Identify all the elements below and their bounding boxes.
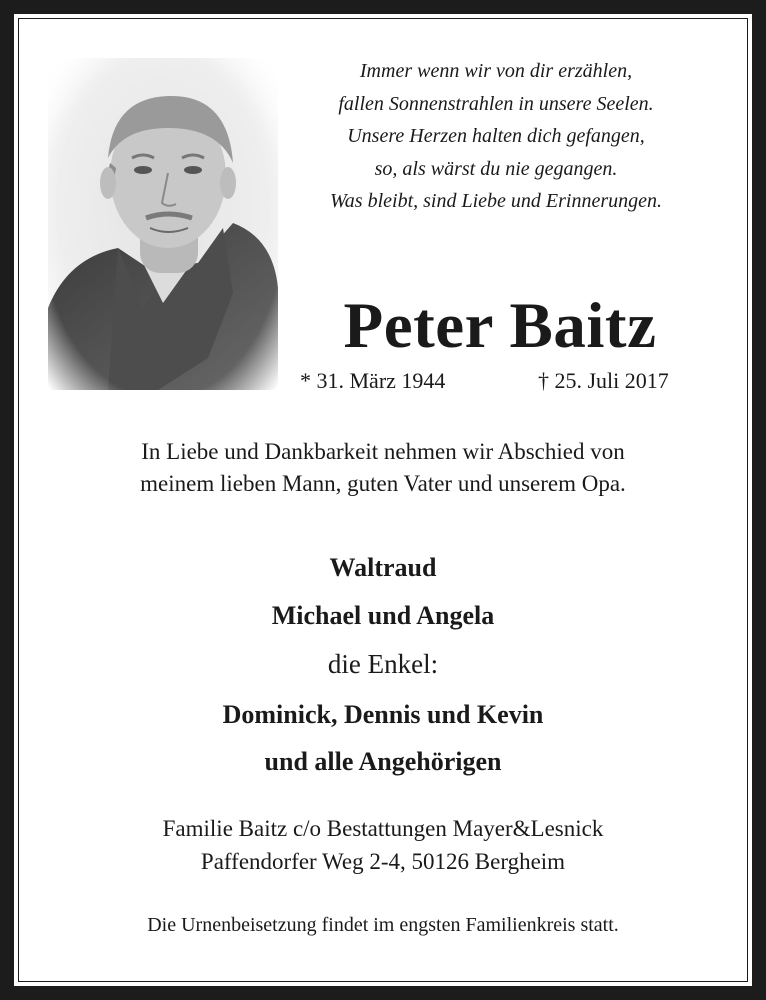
mourner-grandchildren: Dominick, Dennis und Kevin bbox=[222, 700, 544, 729]
mourner-children: Michael und Angela bbox=[271, 601, 495, 630]
mourner-relatives: und alle Angehörigen bbox=[264, 747, 502, 776]
farewell-line: meinem lieben Mann, guten Vater und unserem Opa. bbox=[140, 471, 626, 496]
portrait-photo bbox=[48, 58, 278, 390]
family-address-line: Familie Baitz c/o Bestattungen Mayer&Lesnick bbox=[162, 816, 604, 841]
grandchildren-label: die Enkel: bbox=[327, 649, 439, 679]
poem-line: so, als wärst du nie gegangen. bbox=[374, 157, 618, 180]
burial-note: Die Urnenbeisetzung findet im engsten Familienkreis statt. bbox=[147, 914, 619, 936]
poem-line: Immer wenn wir von dir erzählen, bbox=[359, 60, 633, 82]
death-date: † 25. Juli 2017 bbox=[538, 368, 669, 393]
memorial-poem bbox=[286, 55, 706, 218]
street-address-line: Paffendorfer Weg 2-4, 50126 Bergheim bbox=[200, 849, 566, 874]
poem-line: Unsere Herzen halten dich gefangen, bbox=[347, 125, 645, 148]
farewell-text bbox=[0, 436, 766, 500]
deceased-name: Peter Baitz bbox=[343, 290, 657, 362]
birth-date: * 31. März 1944 bbox=[300, 368, 446, 393]
poem-line: Was bleibt, sind Liebe und Erinnerungen. bbox=[329, 190, 663, 213]
poem-line: fallen Sonnenstrahlen in unsere Seelen. bbox=[338, 92, 654, 115]
farewell-line: In Liebe und Dankbarkeit nehmen wir Abschied von bbox=[141, 439, 625, 464]
mourner-wife: Waltraud bbox=[329, 553, 437, 582]
